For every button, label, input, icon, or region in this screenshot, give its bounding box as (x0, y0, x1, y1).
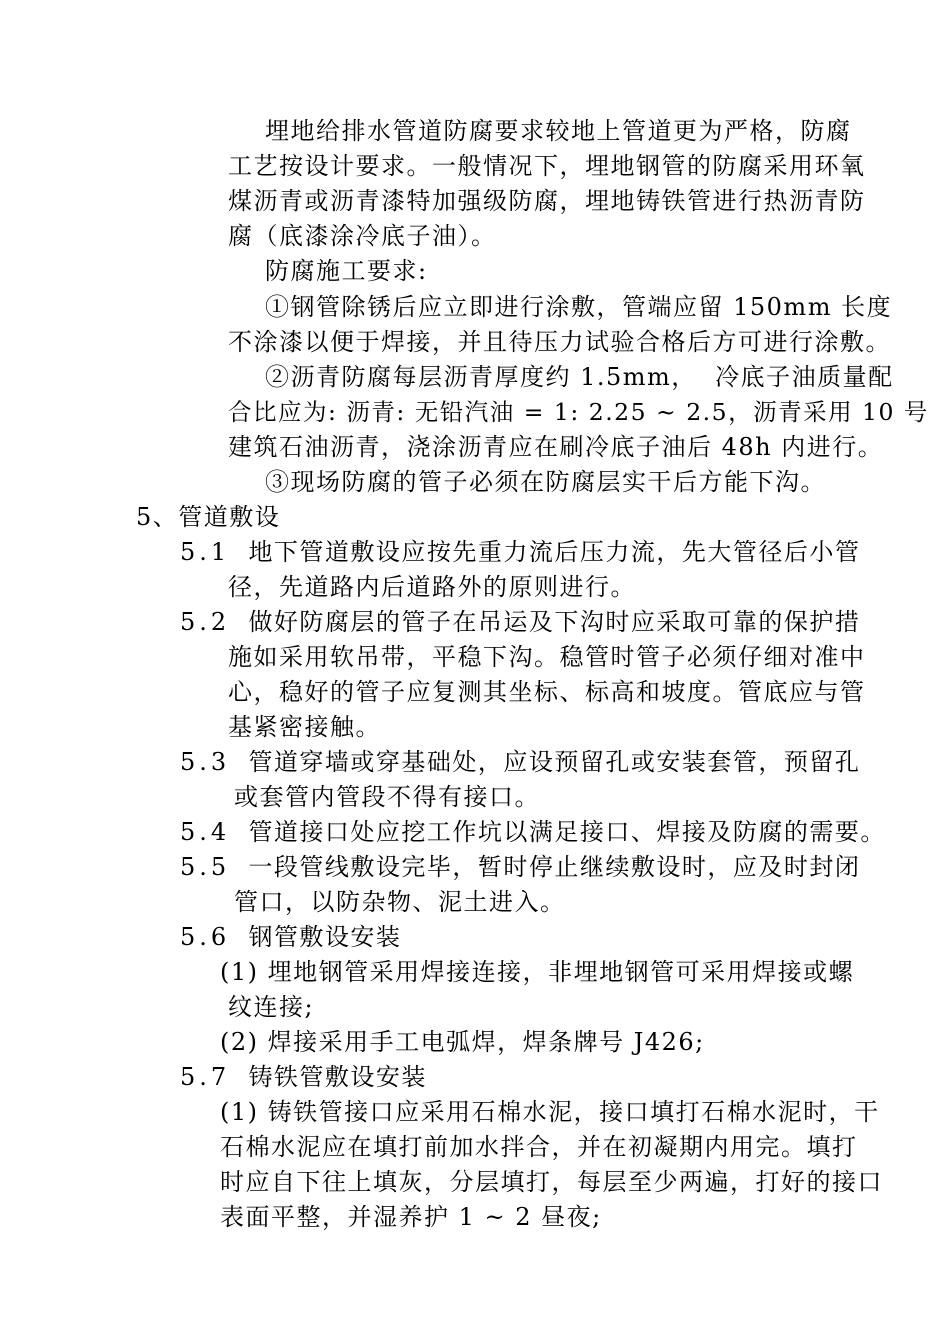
item-5-6 (180, 920, 401, 954)
requirement-2-line-3: 建筑石油沥青，浇涂沥青应在刷冷底子油后 48h 内进行。 (228, 433, 884, 461)
intro-line-2: 工艺按设计要求。一般情况下，埋地钢管的防腐采用环氧 (228, 152, 866, 180)
intro-line-3: 煤沥青或沥青漆特加强级防腐，埋地铸铁管进行热沥青防 (228, 187, 866, 215)
section-heading: 5、管道敷设 (136, 503, 281, 531)
sub-5-6-2: (2) 焊接采用手工电弧焊，焊条牌号 J426; (220, 1028, 705, 1056)
item-5-2-cont-3: 基紧密接触。 (228, 713, 381, 741)
requirement-1-line-2: 不涂漆以便于焊接，并且待压力试验合格后方可进行涂敷。 (228, 328, 891, 356)
item-5-2-cont-2: 心，稳好的管子应复测其坐标、标高和坡度。管底应与管 (228, 678, 866, 706)
requirements-heading: 防腐施工要求: (265, 257, 428, 285)
item-number: 5.6 (180, 923, 231, 951)
item-number: 5.2 (180, 608, 231, 636)
sub-5-6-1: (1) 埋地钢管采用焊接连接，非埋地钢管可采用焊接或螺 (220, 958, 855, 986)
item-number: 5.7 (180, 1063, 231, 1091)
sub-5-7-1: (1) 铸铁管接口应采用石棉水泥，接口填打石棉水泥时，干 (220, 1098, 880, 1126)
requirement-2-line-2: 合比应为: 沥青: 无铅汽油 = 1: 2.25 ~ 2.5，沥青采用 10 号 (228, 398, 929, 426)
item-number: 5.4 (180, 818, 231, 846)
item-text: 管道接口处应挖工作坑以满足接口、焊接及防腐的需要。 (248, 818, 886, 846)
requirement-3: ③现场防腐的管子必须在防腐层实干后方能下沟。 (265, 468, 826, 496)
item-text: 铸铁管敷设安装 (248, 1063, 427, 1091)
item-5-7 (180, 1060, 427, 1094)
item-text: 一段管线敷设完毕，暂时停止继续敷设时，应及时封闭 (248, 853, 861, 881)
item-text: 做好防腐层的管子在吊运及下沟时应采取可靠的保护措 (248, 608, 861, 636)
requirement-1-line-1: ①钢管除锈后应立即进行涂敷，管端应留 150mm 长度 (265, 293, 893, 321)
sub-5-6-1-cont: 纹连接; (228, 993, 315, 1021)
item-5-3-cont: 或套管内管段不得有接口。 (234, 783, 540, 811)
intro-line-1: 埋地给排水管道防腐要求较地上管道更为严格，防腐 (265, 117, 852, 145)
item-5-4 (180, 815, 886, 849)
item-5-2-cont-1: 施如采用软吊带，平稳下沟。稳管时管子必须仔细对准中 (228, 643, 866, 671)
item-text: 地下管道敷设应按先重力流后压力流，先大管径后小管 (248, 538, 861, 566)
item-5-5-cont: 管口，以防杂物、泥土进入。 (234, 888, 566, 916)
item-5-2 (180, 605, 860, 639)
item-text: 管道穿墙或穿基础处，应设预留孔或安装套管，预留孔 (248, 748, 861, 776)
intro-line-4: 腐（底漆涂冷底子油）。 (228, 222, 497, 250)
item-text: 钢管敷设安装 (248, 923, 402, 951)
sub-5-7-1-cont-3: 表面平整，并湿养护 1 ~ 2 昼夜; (220, 1203, 602, 1231)
item-5-1-cont: 径，先道路内后道路外的原则进行。 (228, 573, 636, 601)
item-number: 5.3 (180, 748, 231, 776)
item-5-5 (180, 850, 860, 884)
item-number: 5.5 (180, 853, 231, 881)
sub-5-7-1-cont-2: 时应自下往上填灰，分层填打，每层至少两遍，打好的接口 (220, 1168, 883, 1196)
item-5-1 (180, 535, 860, 569)
sub-5-7-1-cont-1: 石棉水泥应在填打前加水拌合，并在初凝期内用完。填打 (220, 1133, 858, 1161)
requirement-2-line-1: ②沥青防腐每层沥青厚度约 1.5mm， 冷底子油质量配 (265, 363, 894, 391)
item-5-3 (180, 745, 860, 779)
item-number: 5.1 (180, 538, 231, 566)
